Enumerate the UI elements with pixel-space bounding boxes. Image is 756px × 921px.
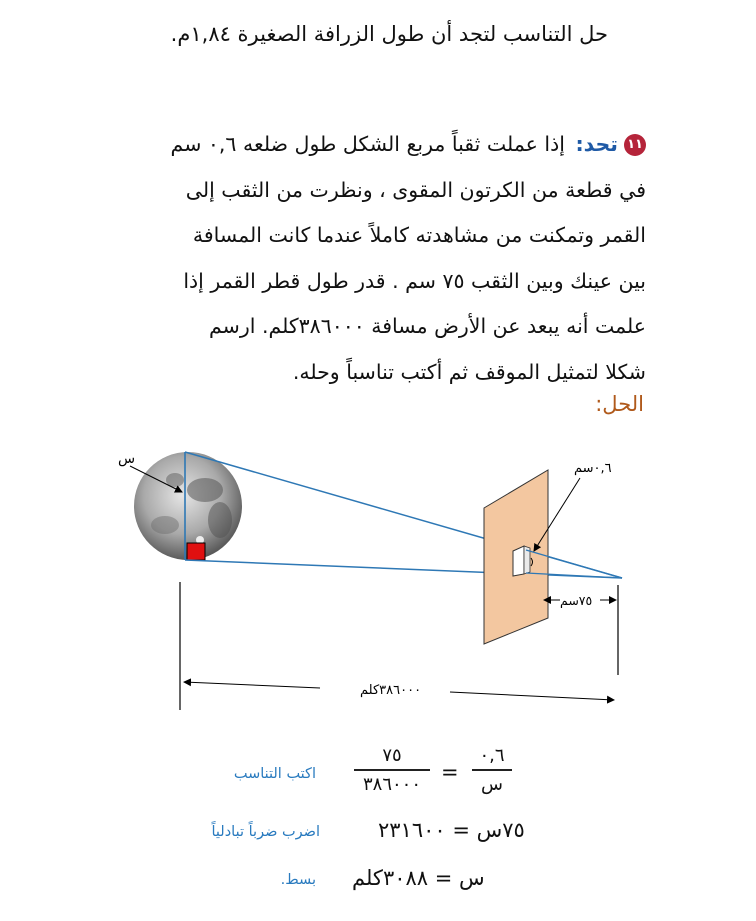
fraction-bar: [472, 769, 512, 771]
moon-distance-arrow-right: [450, 692, 614, 700]
proportion-left-fraction: [354, 745, 430, 795]
proportion-equals-sign: =: [441, 760, 459, 784]
proportion-right-fraction: [472, 745, 512, 795]
moon-crater: [187, 478, 223, 502]
result-equation: س = ٣٠٨٨كلم: [352, 866, 485, 890]
challenge-line-2: في قطعة من الكرتون المقوى ، ونظرت من الثقب إلى: [185, 177, 646, 202]
challenge-paragraph: [106, 122, 646, 395]
problem-number-badge: ١١: [624, 134, 646, 156]
moon-distance-arrow-left: [184, 682, 320, 688]
lower-ray: [185, 560, 622, 578]
square-hole: [513, 546, 524, 576]
challenge-line-4: بين عينك وبين الثقب ٧٥ سم . قدر طول قطر القمر إذا: [183, 268, 646, 293]
challenge-line-3: القمر وتمكنت من مشاهدته كاملاً عندما كانت المسافة: [192, 223, 646, 247]
right-numerator: ٠,٦: [479, 745, 505, 766]
moon-diameter-label: س: [118, 451, 136, 467]
hole-size-label: ٠,٦سم: [574, 461, 612, 476]
cross-multiply-equation: ٧٥س = ٢٣١٦٠٠: [378, 818, 525, 842]
previous-question-line: حل التناسب لتجد أن طول الزرافة الصغيرة ١,٨٤م.: [170, 22, 608, 46]
eye-distance-label: ٧٥سم: [560, 593, 593, 608]
left-denominator: ٣٨٦٠٠٠: [362, 773, 421, 795]
step-1-hint: اكتب التناسب: [233, 766, 316, 782]
solution-label: الحل:: [595, 392, 644, 416]
challenge-text: إذا عملت ثقباً مربع الشكل طول ضلعه ٠,٦ سم: [170, 132, 565, 156]
challenge-line-1: [106, 122, 646, 168]
step-3-hint: بسط.: [280, 872, 316, 888]
fraction-bar: [354, 769, 430, 771]
challenge-line-6: شكلا لتمثيل الموقف ثم أكتب تناسباً وحله.: [292, 359, 646, 384]
moon-distance-label: ٣٨٦٠٠٠كلم: [360, 683, 422, 698]
challenge-line-5: علمت أنه يبعد عن الأرض مسافة ٣٨٦٠٠٠كلم. ارسم: [209, 314, 646, 338]
moon-crater: [208, 502, 232, 538]
right-denominator: س: [481, 773, 503, 795]
challenge-label: تحد:: [575, 132, 618, 156]
left-numerator: ٧٥: [382, 745, 402, 766]
step-2-hint: اضرب ضرباً تبادلياً: [211, 824, 320, 840]
moon-crater: [151, 516, 179, 534]
moon-hole-diagram: [0, 430, 756, 730]
right-angle-marker: [187, 543, 205, 560]
